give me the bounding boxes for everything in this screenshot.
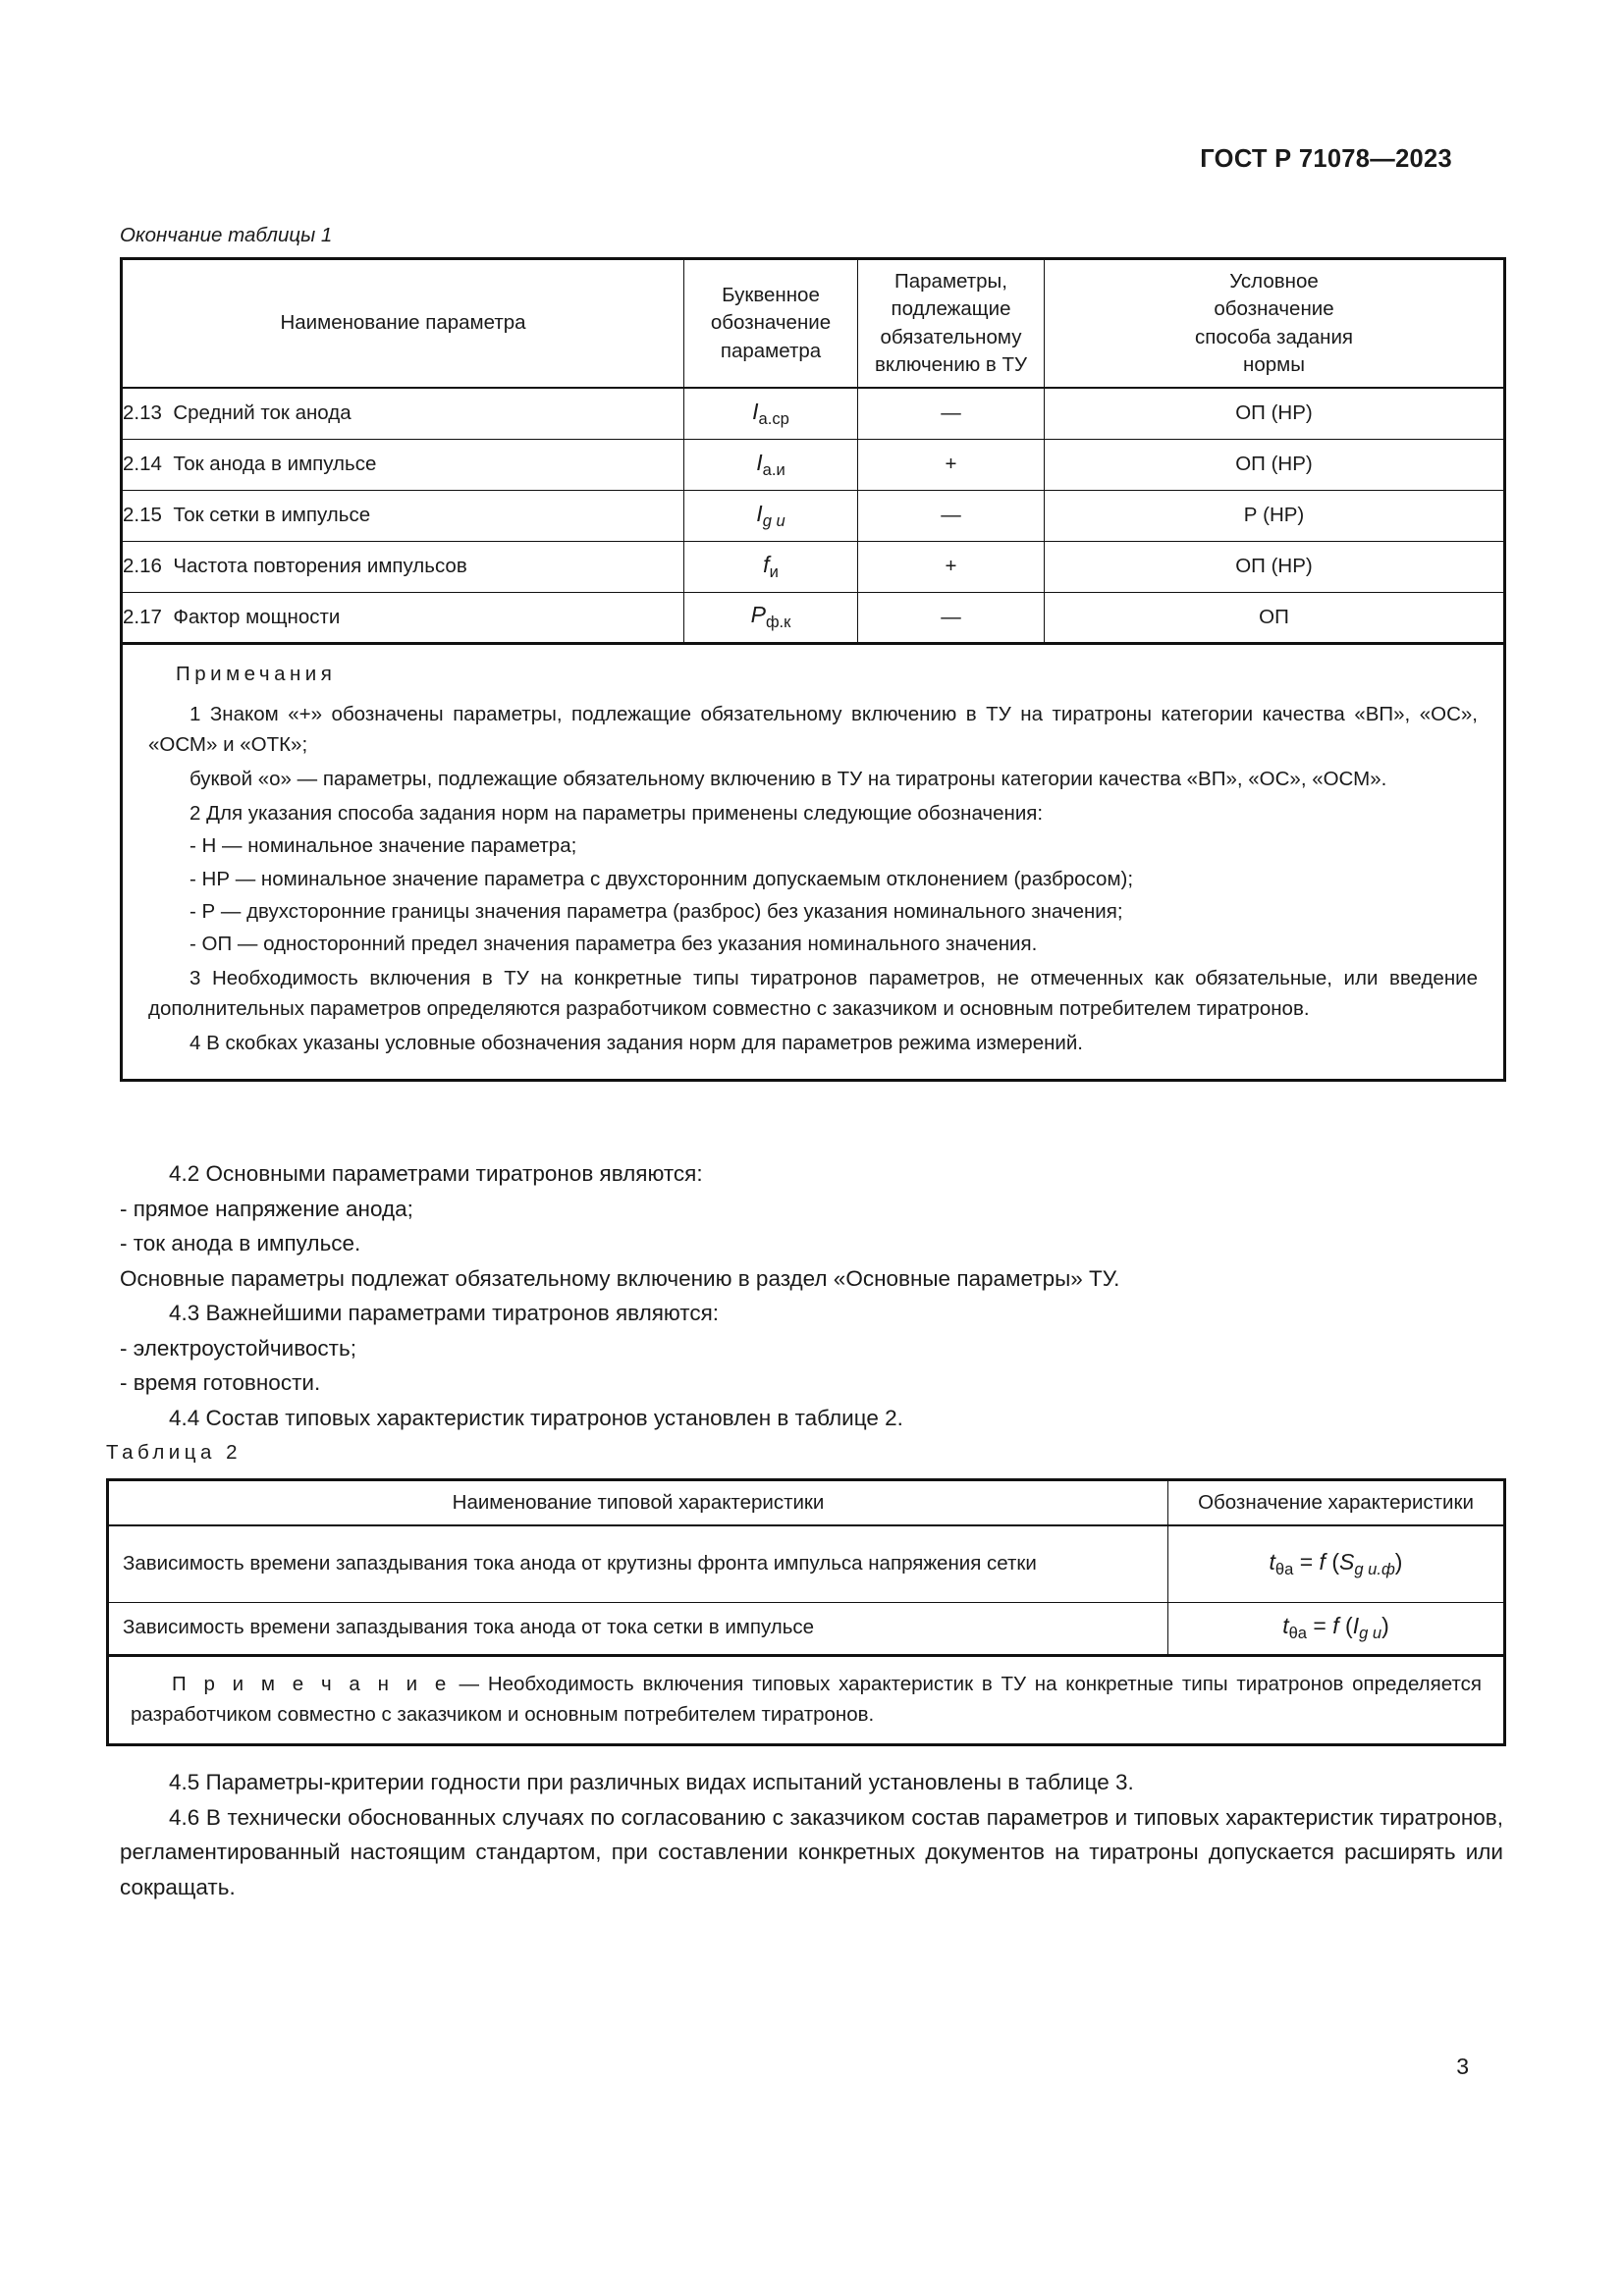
document-standard-header: ГОСТ Р 71078—2023 [1200,145,1452,173]
paragraph-4-4: 4.4 Состав типовых характеристик тиратронов установлен в таблице 2. [169,1405,903,1430]
table2-cell-name: Зависимость времени запаздывания тока анода от тока сетки в импульсе [108,1602,1168,1655]
table1-col-header-norm [1045,259,1505,389]
formula-open-paren: ( [1338,1613,1353,1639]
row-name: Ток анода в импульсе [173,453,377,476]
row-name: Ток сетки в импульсе [173,504,371,527]
table1-cell-norm: Р (НР) [1045,490,1505,541]
note-2-item: - ОП — односторонний предел значения параметра без указания номинального значения. [189,932,1038,955]
table1-header-row [122,259,1505,389]
table1-col-header-name [122,259,684,389]
table-row [108,1525,1505,1602]
note-1b: буквой «о» — параметры, подлежащие обязательному включению в ТУ на тиратроны категории качества «ВП», «ОС», «ОСМ». [189,768,1387,791]
row-number: 2.15 [123,504,162,527]
note-2-item: - Р — двухсторонние границы значения параметра (разброс) без указания номинального значения; [189,899,1123,923]
note-3: 3 Необходимость включения в ТУ на конкретные типы тиратронов параметров, не отмеченных как обязательные, или введение дополнительных параметров определяются разработчиком совместно с заказчиком и основным потребителем тиратронов. [148,967,1478,1021]
table1-cell-name [122,592,684,643]
header-line: обязательному [880,325,1022,348]
table1-cell-norm: ОП (НР) [1045,439,1505,490]
formula-close-paren: ) [1394,1549,1403,1575]
list-item-4-2-2: - ток анода в импульсе. [120,1231,361,1256]
table1-cell-mandatory: + [858,541,1045,592]
paragraph-4-6: 4.6 В технически обоснованных случаях по согласованию с заказчиком состав параметров и типовых характеристик тиратронов, регламентированный настоящим стандартом, при составлении конкретных документов на тиратроны допускается расширять или сокращать. [120,1804,1503,1899]
symbol-base: I [752,398,759,424]
table-row [122,541,1505,592]
table1-caption: Окончание таблицы 1 [120,224,333,246]
table1-notes-row [122,643,1505,1080]
note-2: 2 Для указания способа задания норм на параметры применены следующие обозначения: [189,802,1044,826]
symbol-subscript: и [769,561,779,581]
header-line: Условное [1229,270,1319,293]
table1-cell-mandatory: — [858,490,1045,541]
table2-cell-formula [1168,1525,1505,1602]
table-row [122,439,1505,490]
row-name: Фактор мощности [173,605,341,628]
symbol-base: P [750,602,766,628]
header-line: параметра [720,339,822,362]
table2-cell-formula [1168,1602,1505,1655]
table1-cell-symbol [684,541,858,592]
header-line: обозначение [1214,297,1334,321]
table-2 [106,1478,1506,1746]
table1-col-header-symbol [684,259,858,389]
table-row [108,1602,1505,1655]
symbol-base: f [763,551,770,577]
header-line: Наименование параметра [280,311,526,335]
formula-equals: = [1307,1613,1333,1639]
formula-t: t [1269,1549,1275,1575]
table-row [122,592,1505,643]
table1-cell-norm: ОП (НР) [1045,388,1505,439]
formula-arg-sub: g и.ф [1354,1560,1395,1578]
table2-note-paragraph [131,1669,1482,1730]
formula-close-paren: ) [1381,1613,1389,1639]
row-name: Частота повторения импульсов [173,555,467,578]
table2-note [109,1657,1503,1743]
symbol-subscript: а.ср [758,408,789,428]
symbol-base: I [756,500,763,526]
formula-t-sub: θа [1274,1560,1294,1578]
table1-cell-name [122,541,684,592]
note-dash: — [450,1672,488,1695]
symbol-subscript: а.и [762,459,785,479]
note-heading: П р и м е ч а н и е [172,1672,451,1695]
row-number: 2.14 [123,453,162,476]
table1-cell-name [122,388,684,439]
table1-col-header-mandatory [858,259,1045,389]
note-4: 4 В скобках указаны условные обозначения задания норм для параметров режима измерений. [189,1032,1084,1055]
table1-cell-name [122,439,684,490]
table1-cell-symbol [684,388,858,439]
header-line: Буквенное [722,284,820,307]
row-number: 2.17 [123,605,162,628]
symbol-subscript: g и [762,510,785,530]
header-line: нормы [1243,352,1305,376]
paragraph-4-3: 4.3 Важнейшими параметрами тиратронов являются: [169,1301,720,1326]
header-line: Параметры, [894,270,1007,293]
table2-cell-name: Зависимость времени запаздывания тока анода от крутизны фронта импульса напряжения сетки [108,1525,1168,1602]
table-row [122,490,1505,541]
formula-t-sub: θа [1288,1624,1308,1643]
paragraph-4-5: 4.5 Параметры-критерии годности при различных видах испытаний установлены в таблице 3. [169,1770,1134,1794]
formula-fn: f [1319,1549,1326,1575]
row-name: Средний ток анода [173,401,352,425]
table-1 [120,257,1506,1082]
row-number: 2.16 [123,555,162,578]
header-line: подлежащие [891,297,1011,321]
table-row [122,388,1505,439]
note-text: Необходимость включения типовых характеристик в ТУ на конкретные типы тиратронов определяется разработчиком совместно с заказчиком и основным потребителем тиратронов. [131,1672,1482,1726]
table2-col-header-name: Наименование типовой характеристики [108,1480,1168,1526]
header-line: включению в ТУ [874,352,1028,376]
table2-note-row [108,1655,1505,1744]
formula-arg: I [1352,1613,1360,1639]
notes-heading: Примечания [176,662,337,685]
table1-cell-mandatory: — [858,592,1045,643]
table2-caption: Таблица 2 [106,1441,242,1464]
formula-t: t [1282,1613,1289,1639]
list-item-4-3-2: - время готовности. [120,1370,321,1396]
formula-fn: f [1332,1613,1339,1639]
paragraph-4-2-tail: Основные параметры подлежат обязательному включению в раздел «Основные параметры» ТУ. [120,1265,1120,1291]
symbol-subscript: ф.к [765,613,791,632]
table1-cell-symbol [684,439,858,490]
formula-open-paren: ( [1325,1549,1339,1575]
body-paragraphs-45-46 [120,1765,1503,1904]
formula-arg: S [1339,1549,1355,1575]
table1-cell-mandatory: — [858,388,1045,439]
row-number: 2.13 [123,401,162,425]
body-paragraphs-42-44 [120,1156,1503,1435]
list-item-4-2-1: - прямое напряжение анода; [120,1196,413,1221]
symbol-base: I [756,449,763,475]
table1-cell-name [122,490,684,541]
note-2-item: - НР — номинальное значение параметра с двухсторонним допускаемым отклонением (разбросом); [189,867,1134,890]
formula-arg-sub: g и [1359,1624,1382,1643]
header-line: обозначение [710,311,832,335]
table1-cell-norm: ОП (НР) [1045,541,1505,592]
paragraph-4-2: 4.2 Основными параметрами тиратронов являются: [169,1161,703,1186]
formula-equals: = [1293,1549,1320,1575]
table2-note-cell [108,1655,1505,1744]
note-1a: 1 Знаком «+» обозначены параметры, подлежащие обязательному включению в ТУ на тиратроны категории качества «ВП», «ОС», «ОСМ» и «ОТК»; [148,702,1478,756]
table1-notes-cell [122,643,1505,1080]
table2-header-row [108,1480,1505,1526]
header-line: способа задания [1194,325,1354,348]
table1-cell-symbol [684,490,858,541]
table1-cell-norm: ОП [1045,592,1505,643]
table1-notes [123,645,1503,1079]
list-item-4-3-1: - электроустойчивость; [120,1335,356,1361]
page-number: 3 [1456,2054,1469,2079]
table1-cell-mandatory: + [858,439,1045,490]
table1-cell-symbol [684,592,858,643]
note-2-item: - Н — номинальное значение параметра; [189,834,577,858]
table2-col-header-symbol: Обозначение характеристики [1168,1480,1505,1526]
